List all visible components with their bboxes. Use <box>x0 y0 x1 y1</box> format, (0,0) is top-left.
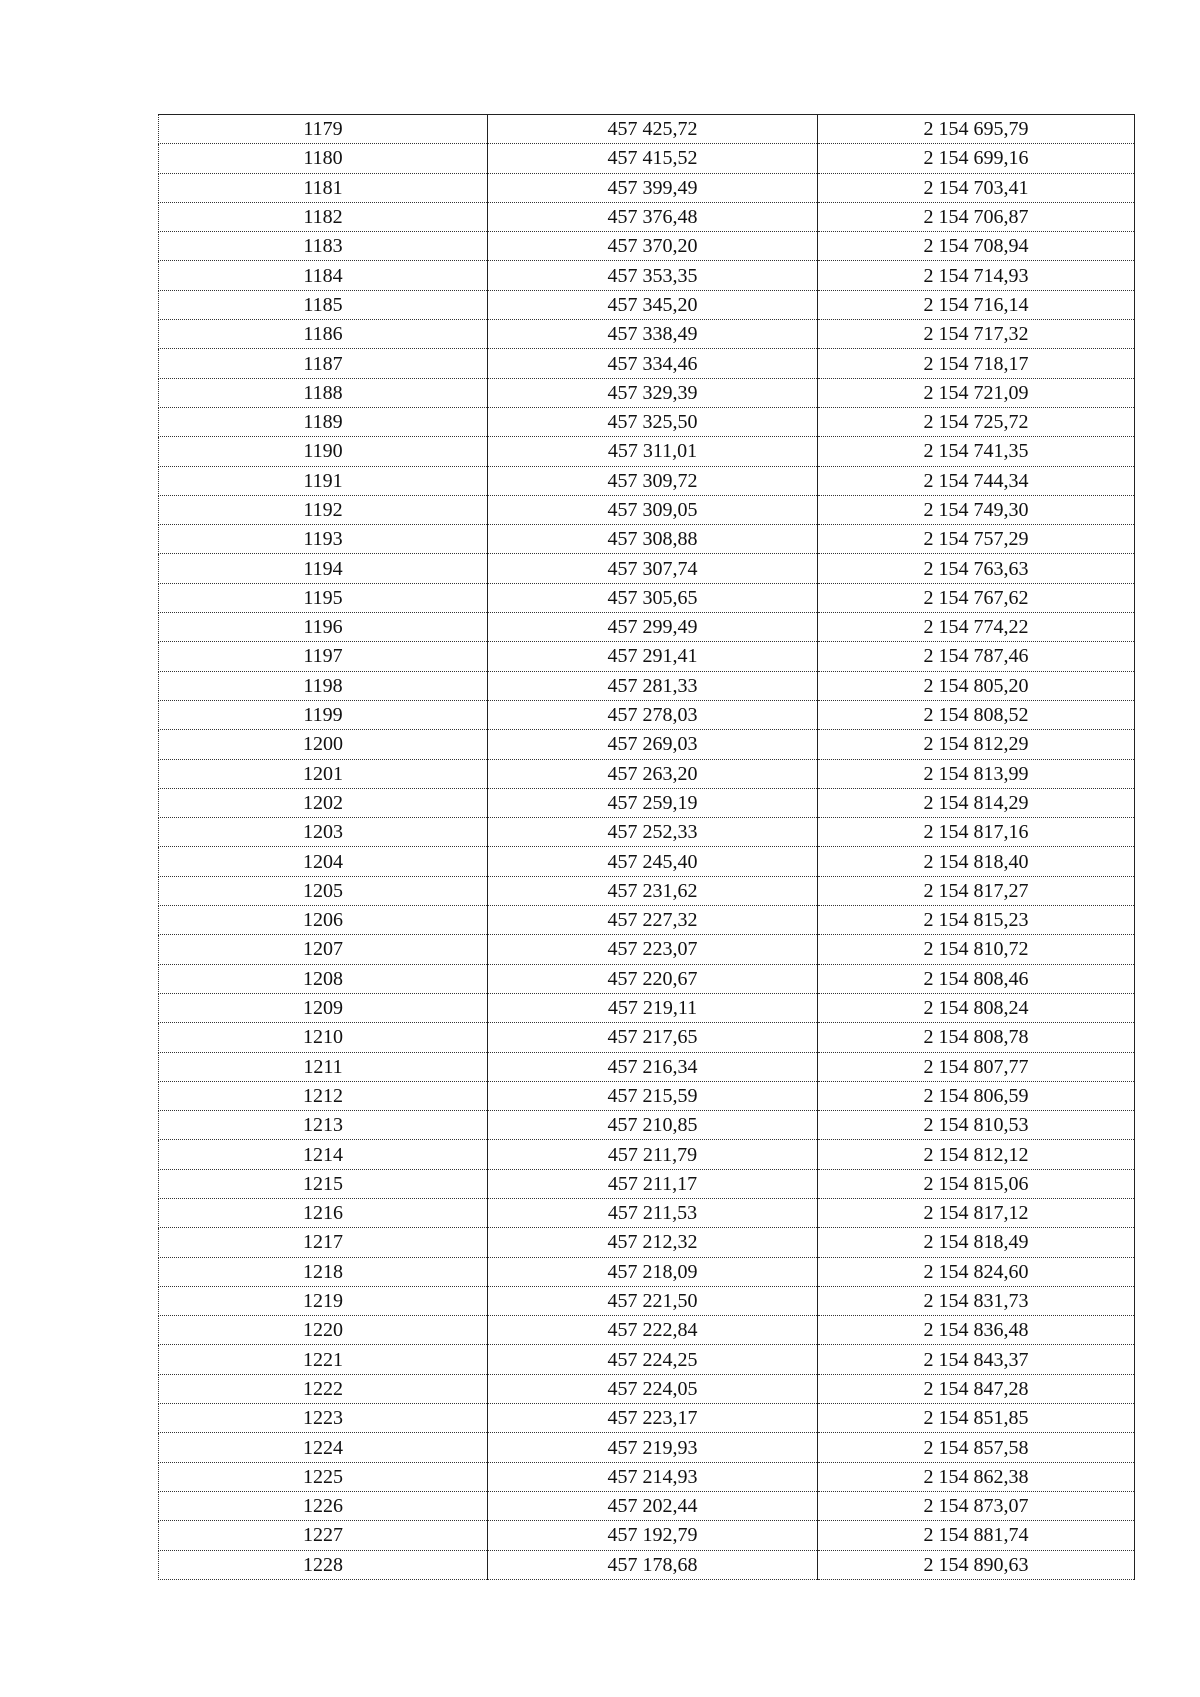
x-coordinate-cell: 457 415,52 <box>488 144 818 173</box>
point-number-cell: 1179 <box>159 115 488 144</box>
x-coordinate-cell: 457 218,09 <box>488 1257 818 1286</box>
point-number-cell: 1215 <box>159 1169 488 1198</box>
y-coordinate-cell: 2 154 725,72 <box>818 407 1135 436</box>
y-coordinate-cell: 2 154 814,29 <box>818 788 1135 817</box>
x-coordinate-cell: 457 299,49 <box>488 613 818 642</box>
x-coordinate-cell: 457 227,32 <box>488 906 818 935</box>
table-row <box>159 232 1135 261</box>
table-row <box>159 554 1135 583</box>
y-coordinate-cell: 2 154 763,63 <box>818 554 1135 583</box>
x-coordinate-cell: 457 216,34 <box>488 1052 818 1081</box>
table-row <box>159 144 1135 173</box>
x-coordinate-cell: 457 269,03 <box>488 730 818 759</box>
table-row <box>159 173 1135 202</box>
table-row <box>159 906 1135 935</box>
table-row <box>159 437 1135 466</box>
y-coordinate-cell: 2 154 881,74 <box>818 1521 1135 1550</box>
table-row <box>159 613 1135 642</box>
x-coordinate-cell: 457 308,88 <box>488 525 818 554</box>
x-coordinate-cell: 457 224,25 <box>488 1345 818 1374</box>
y-coordinate-cell: 2 154 714,93 <box>818 261 1135 290</box>
y-coordinate-cell: 2 154 808,52 <box>818 700 1135 729</box>
point-number-cell: 1205 <box>159 876 488 905</box>
table-row <box>159 1550 1135 1579</box>
table-row <box>159 788 1135 817</box>
x-coordinate-cell: 457 399,49 <box>488 173 818 202</box>
point-number-cell: 1227 <box>159 1521 488 1550</box>
point-number-cell: 1209 <box>159 993 488 1022</box>
y-coordinate-cell: 2 154 787,46 <box>818 642 1135 671</box>
point-number-cell: 1198 <box>159 671 488 700</box>
x-coordinate-cell: 457 425,72 <box>488 115 818 144</box>
x-coordinate-cell: 457 219,93 <box>488 1433 818 1462</box>
x-coordinate-cell: 457 281,33 <box>488 671 818 700</box>
y-coordinate-cell: 2 154 843,37 <box>818 1345 1135 1374</box>
point-number-cell: 1210 <box>159 1023 488 1052</box>
table-row <box>159 290 1135 319</box>
x-coordinate-cell: 457 353,35 <box>488 261 818 290</box>
point-number-cell: 1197 <box>159 642 488 671</box>
x-coordinate-cell: 457 309,72 <box>488 466 818 495</box>
x-coordinate-cell: 457 219,11 <box>488 993 818 1022</box>
x-coordinate-cell: 457 215,59 <box>488 1081 818 1110</box>
table-row <box>159 1052 1135 1081</box>
point-number-cell: 1196 <box>159 613 488 642</box>
x-coordinate-cell: 457 210,85 <box>488 1111 818 1140</box>
table-row <box>159 1228 1135 1257</box>
table-row <box>159 1462 1135 1491</box>
point-number-cell: 1191 <box>159 466 488 495</box>
coordinates-table <box>158 114 1135 1580</box>
y-coordinate-cell: 2 154 817,27 <box>818 876 1135 905</box>
point-number-cell: 1181 <box>159 173 488 202</box>
x-coordinate-cell: 457 211,17 <box>488 1169 818 1198</box>
point-number-cell: 1213 <box>159 1111 488 1140</box>
y-coordinate-cell: 2 154 716,14 <box>818 290 1135 319</box>
y-coordinate-cell: 2 154 812,29 <box>818 730 1135 759</box>
x-coordinate-cell: 457 263,20 <box>488 759 818 788</box>
table-row <box>159 1198 1135 1227</box>
table-row <box>159 876 1135 905</box>
point-number-cell: 1204 <box>159 847 488 876</box>
y-coordinate-cell: 2 154 808,46 <box>818 964 1135 993</box>
x-coordinate-cell: 457 309,05 <box>488 495 818 524</box>
point-number-cell: 1184 <box>159 261 488 290</box>
y-coordinate-cell: 2 154 749,30 <box>818 495 1135 524</box>
y-coordinate-cell: 2 154 774,22 <box>818 613 1135 642</box>
x-coordinate-cell: 457 223,07 <box>488 935 818 964</box>
x-coordinate-cell: 457 178,68 <box>488 1550 818 1579</box>
point-number-cell: 1195 <box>159 583 488 612</box>
point-number-cell: 1218 <box>159 1257 488 1286</box>
table-row <box>159 378 1135 407</box>
y-coordinate-cell: 2 154 718,17 <box>818 349 1135 378</box>
table-row <box>159 1257 1135 1286</box>
table-row <box>159 1286 1135 1315</box>
point-number-cell: 1228 <box>159 1550 488 1579</box>
point-number-cell: 1223 <box>159 1404 488 1433</box>
table-row <box>159 1169 1135 1198</box>
point-number-cell: 1201 <box>159 759 488 788</box>
x-coordinate-cell: 457 345,20 <box>488 290 818 319</box>
table-row <box>159 525 1135 554</box>
table-row <box>159 407 1135 436</box>
y-coordinate-cell: 2 154 890,63 <box>818 1550 1135 1579</box>
y-coordinate-cell: 2 154 695,79 <box>818 115 1135 144</box>
x-coordinate-cell: 457 217,65 <box>488 1023 818 1052</box>
table-row <box>159 466 1135 495</box>
x-coordinate-cell: 457 311,01 <box>488 437 818 466</box>
point-number-cell: 1219 <box>159 1286 488 1315</box>
y-coordinate-cell: 2 154 818,40 <box>818 847 1135 876</box>
point-number-cell: 1190 <box>159 437 488 466</box>
y-coordinate-cell: 2 154 810,53 <box>818 1111 1135 1140</box>
y-coordinate-cell: 2 154 744,34 <box>818 466 1135 495</box>
y-coordinate-cell: 2 154 815,06 <box>818 1169 1135 1198</box>
x-coordinate-cell: 457 338,49 <box>488 320 818 349</box>
table-row <box>159 730 1135 759</box>
x-coordinate-cell: 457 221,50 <box>488 1286 818 1315</box>
table-row <box>159 1081 1135 1110</box>
x-coordinate-cell: 457 305,65 <box>488 583 818 612</box>
table-row <box>159 993 1135 1022</box>
y-coordinate-cell: 2 154 810,72 <box>818 935 1135 964</box>
x-coordinate-cell: 457 222,84 <box>488 1316 818 1345</box>
point-number-cell: 1202 <box>159 788 488 817</box>
y-coordinate-cell: 2 154 818,49 <box>818 1228 1135 1257</box>
y-coordinate-cell: 2 154 708,94 <box>818 232 1135 261</box>
y-coordinate-cell: 2 154 808,24 <box>818 993 1135 1022</box>
x-coordinate-cell: 457 231,62 <box>488 876 818 905</box>
table-row <box>159 349 1135 378</box>
y-coordinate-cell: 2 154 806,59 <box>818 1081 1135 1110</box>
point-number-cell: 1221 <box>159 1345 488 1374</box>
table-row <box>159 700 1135 729</box>
table-row <box>159 847 1135 876</box>
point-number-cell: 1189 <box>159 407 488 436</box>
point-number-cell: 1211 <box>159 1052 488 1081</box>
table-row <box>159 818 1135 847</box>
y-coordinate-cell: 2 154 831,73 <box>818 1286 1135 1315</box>
point-number-cell: 1192 <box>159 495 488 524</box>
y-coordinate-cell: 2 154 805,20 <box>818 671 1135 700</box>
y-coordinate-cell: 2 154 836,48 <box>818 1316 1135 1345</box>
y-coordinate-cell: 2 154 808,78 <box>818 1023 1135 1052</box>
point-number-cell: 1183 <box>159 232 488 261</box>
x-coordinate-cell: 457 224,05 <box>488 1374 818 1403</box>
point-number-cell: 1203 <box>159 818 488 847</box>
point-number-cell: 1206 <box>159 906 488 935</box>
y-coordinate-cell: 2 154 815,23 <box>818 906 1135 935</box>
table-row <box>159 320 1135 349</box>
x-coordinate-cell: 457 291,41 <box>488 642 818 671</box>
y-coordinate-cell: 2 154 717,32 <box>818 320 1135 349</box>
y-coordinate-cell: 2 154 807,77 <box>818 1052 1135 1081</box>
table-row <box>159 642 1135 671</box>
table-row <box>159 935 1135 964</box>
point-number-cell: 1225 <box>159 1462 488 1491</box>
table-row <box>159 759 1135 788</box>
point-number-cell: 1222 <box>159 1374 488 1403</box>
point-number-cell: 1182 <box>159 202 488 231</box>
x-coordinate-cell: 457 259,19 <box>488 788 818 817</box>
y-coordinate-cell: 2 154 812,12 <box>818 1140 1135 1169</box>
x-coordinate-cell: 457 329,39 <box>488 378 818 407</box>
y-coordinate-cell: 2 154 862,38 <box>818 1462 1135 1491</box>
point-number-cell: 1207 <box>159 935 488 964</box>
x-coordinate-cell: 457 334,46 <box>488 349 818 378</box>
y-coordinate-cell: 2 154 847,28 <box>818 1374 1135 1403</box>
point-number-cell: 1180 <box>159 144 488 173</box>
y-coordinate-cell: 2 154 703,41 <box>818 173 1135 202</box>
table-row <box>159 583 1135 612</box>
x-coordinate-cell: 457 192,79 <box>488 1521 818 1550</box>
table-row <box>159 964 1135 993</box>
y-coordinate-cell: 2 154 699,16 <box>818 144 1135 173</box>
point-number-cell: 1194 <box>159 554 488 583</box>
y-coordinate-cell: 2 154 873,07 <box>818 1491 1135 1520</box>
table-row <box>159 495 1135 524</box>
x-coordinate-cell: 457 223,17 <box>488 1404 818 1433</box>
table-row <box>159 1433 1135 1462</box>
point-number-cell: 1186 <box>159 320 488 349</box>
y-coordinate-cell: 2 154 851,85 <box>818 1404 1135 1433</box>
coordinates-table-body <box>159 115 1135 1580</box>
table-row <box>159 261 1135 290</box>
x-coordinate-cell: 457 325,50 <box>488 407 818 436</box>
y-coordinate-cell: 2 154 767,62 <box>818 583 1135 612</box>
table-row <box>159 1345 1135 1374</box>
point-number-cell: 1224 <box>159 1433 488 1462</box>
point-number-cell: 1193 <box>159 525 488 554</box>
table-row <box>159 1111 1135 1140</box>
table-row <box>159 115 1135 144</box>
x-coordinate-cell: 457 202,44 <box>488 1491 818 1520</box>
x-coordinate-cell: 457 211,79 <box>488 1140 818 1169</box>
table-row <box>159 1404 1135 1433</box>
point-number-cell: 1208 <box>159 964 488 993</box>
y-coordinate-cell: 2 154 706,87 <box>818 202 1135 231</box>
y-coordinate-cell: 2 154 721,09 <box>818 378 1135 407</box>
point-number-cell: 1212 <box>159 1081 488 1110</box>
y-coordinate-cell: 2 154 741,35 <box>818 437 1135 466</box>
x-coordinate-cell: 457 214,93 <box>488 1462 818 1491</box>
point-number-cell: 1188 <box>159 378 488 407</box>
table-row <box>159 1491 1135 1520</box>
x-coordinate-cell: 457 278,03 <box>488 700 818 729</box>
point-number-cell: 1199 <box>159 700 488 729</box>
table-row <box>159 1374 1135 1403</box>
point-number-cell: 1217 <box>159 1228 488 1257</box>
point-number-cell: 1216 <box>159 1198 488 1227</box>
point-number-cell: 1185 <box>159 290 488 319</box>
y-coordinate-cell: 2 154 813,99 <box>818 759 1135 788</box>
point-number-cell: 1226 <box>159 1491 488 1520</box>
x-coordinate-cell: 457 252,33 <box>488 818 818 847</box>
point-number-cell: 1214 <box>159 1140 488 1169</box>
x-coordinate-cell: 457 370,20 <box>488 232 818 261</box>
y-coordinate-cell: 2 154 824,60 <box>818 1257 1135 1286</box>
table-row <box>159 1316 1135 1345</box>
x-coordinate-cell: 457 376,48 <box>488 202 818 231</box>
point-number-cell: 1200 <box>159 730 488 759</box>
x-coordinate-cell: 457 212,32 <box>488 1228 818 1257</box>
table-row <box>159 1023 1135 1052</box>
y-coordinate-cell: 2 154 817,12 <box>818 1198 1135 1227</box>
x-coordinate-cell: 457 220,67 <box>488 964 818 993</box>
table-row <box>159 202 1135 231</box>
x-coordinate-cell: 457 307,74 <box>488 554 818 583</box>
x-coordinate-cell: 457 245,40 <box>488 847 818 876</box>
x-coordinate-cell: 457 211,53 <box>488 1198 818 1227</box>
y-coordinate-cell: 2 154 757,29 <box>818 525 1135 554</box>
table-row <box>159 1521 1135 1550</box>
point-number-cell: 1220 <box>159 1316 488 1345</box>
y-coordinate-cell: 2 154 857,58 <box>818 1433 1135 1462</box>
point-number-cell: 1187 <box>159 349 488 378</box>
table-row <box>159 1140 1135 1169</box>
table-row <box>159 671 1135 700</box>
y-coordinate-cell: 2 154 817,16 <box>818 818 1135 847</box>
